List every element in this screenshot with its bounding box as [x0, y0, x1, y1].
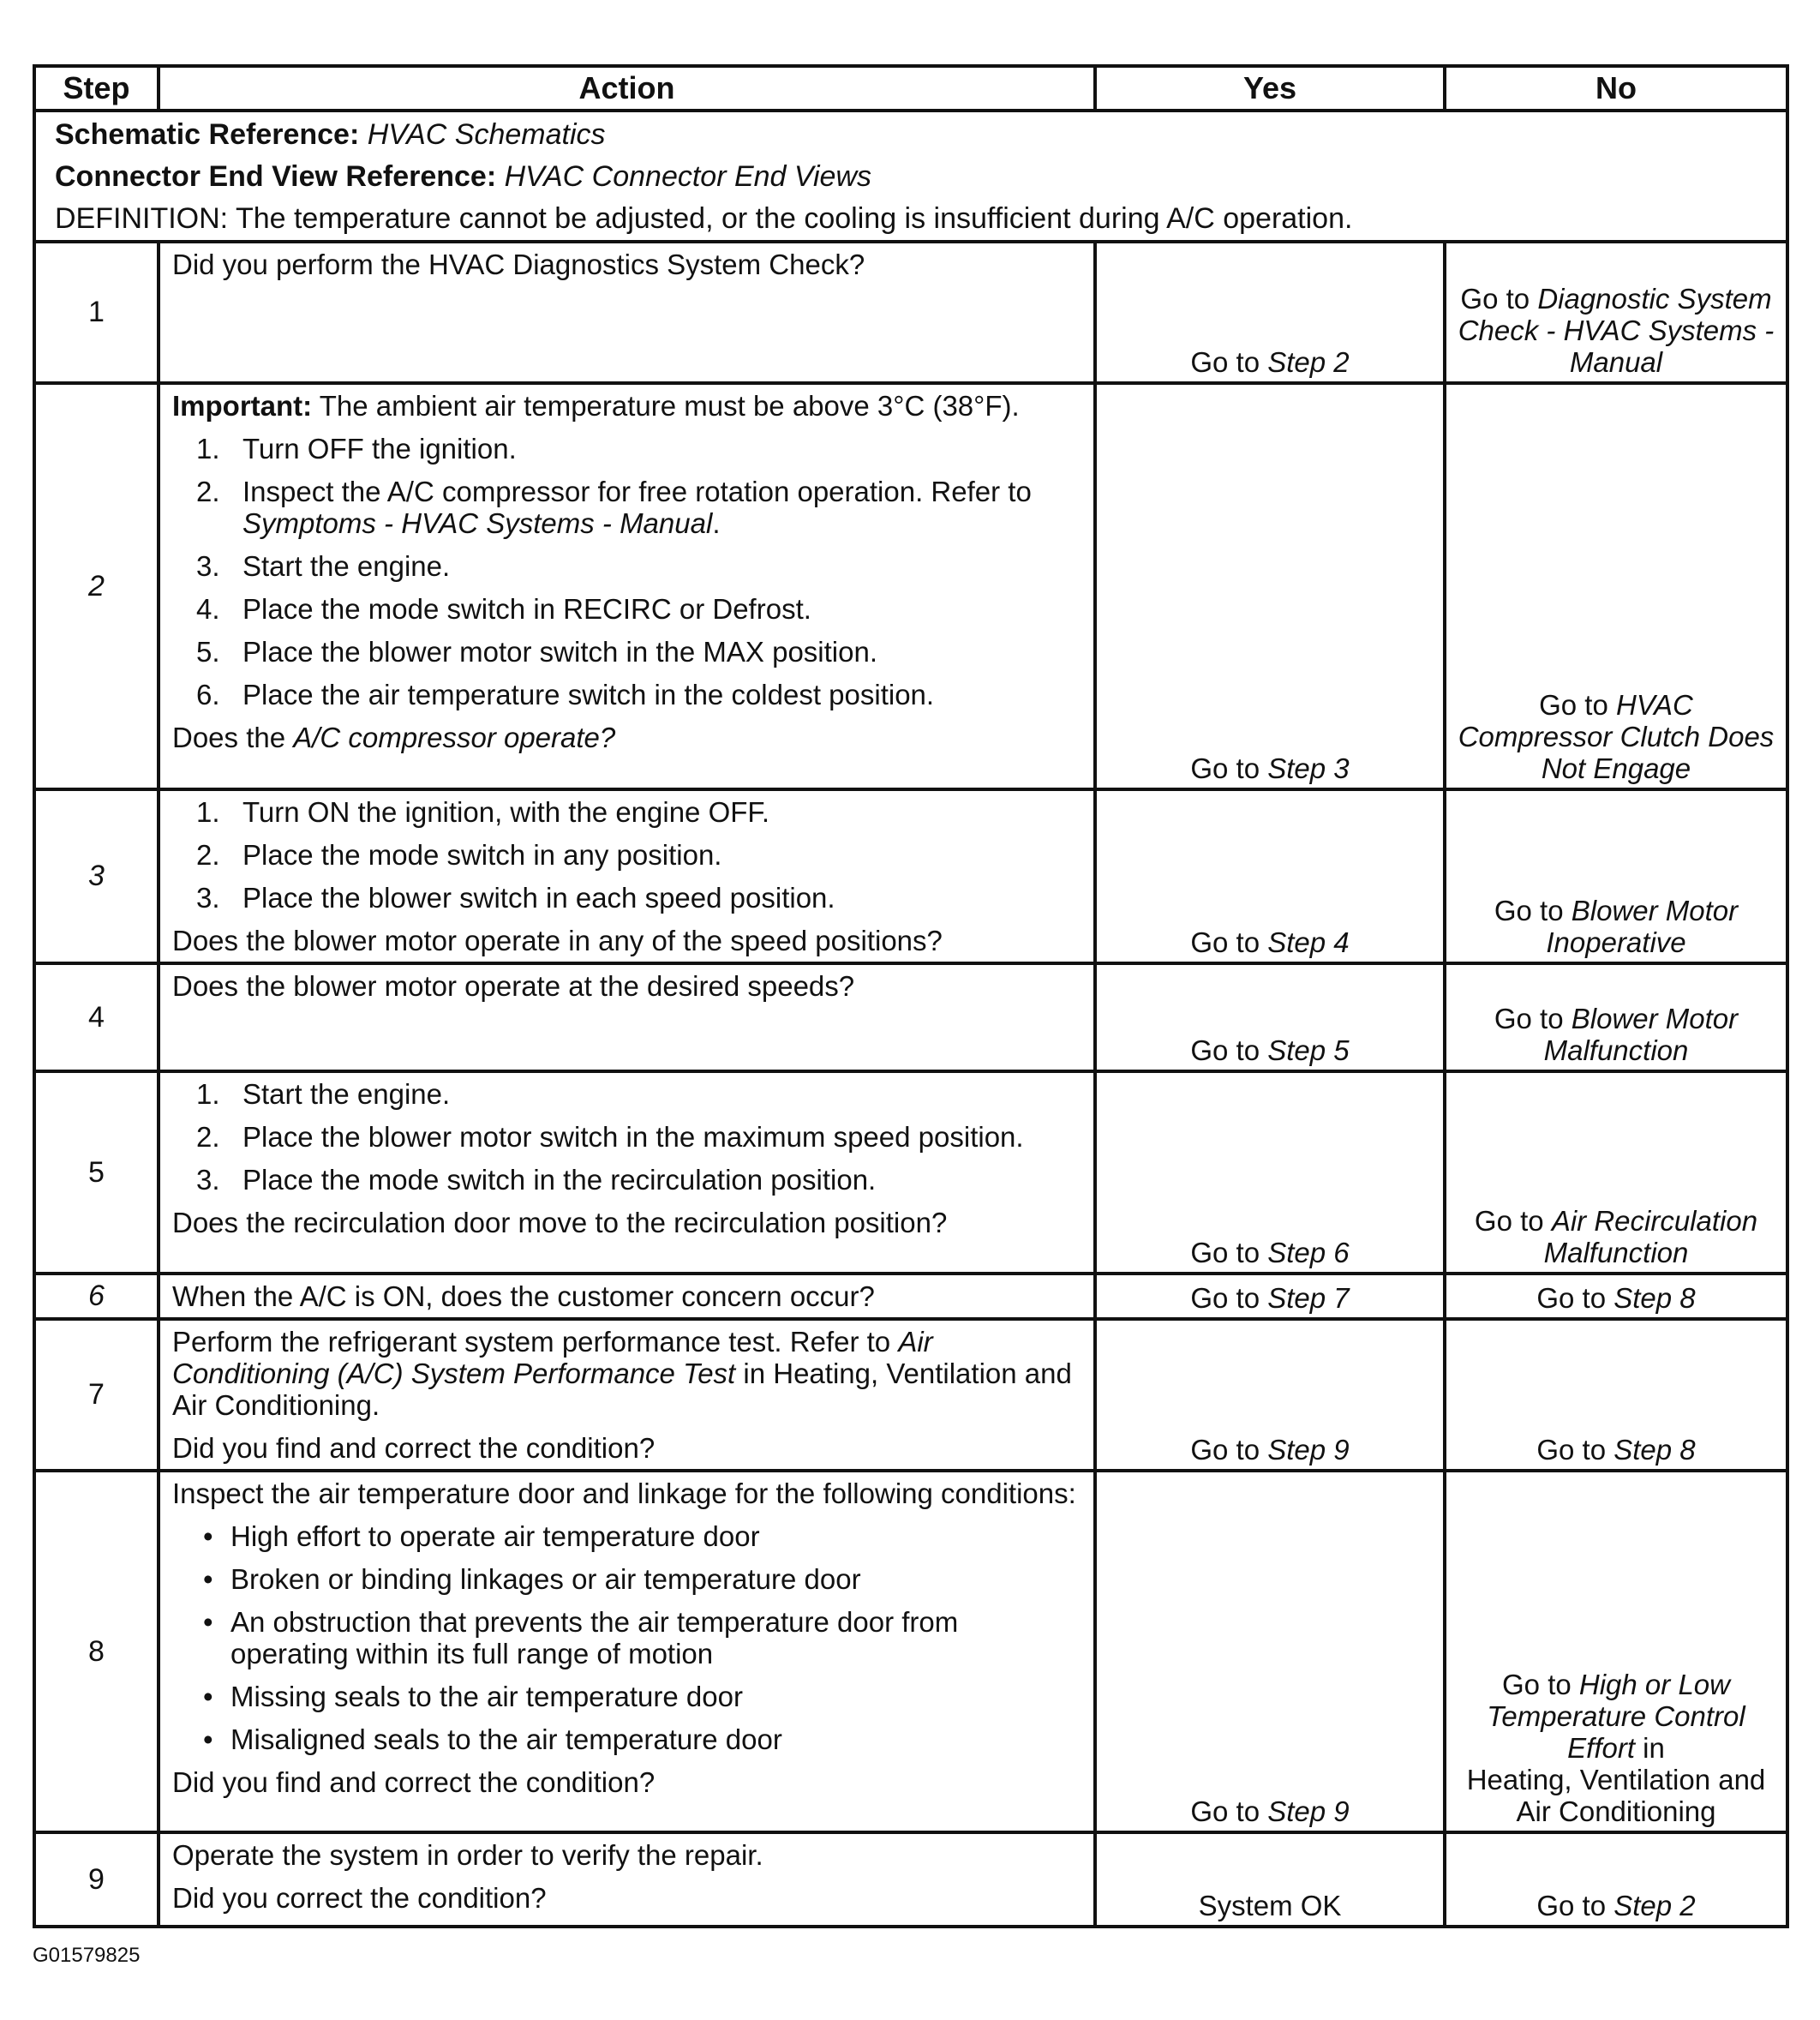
- definition-text: DEFINITION: The temperature cannot be adjusted, or the cooling is insufficient during A/C operation.: [55, 202, 1353, 235]
- yes-link[interactable]: Step 7: [1267, 1282, 1350, 1314]
- procedure-list: [172, 1078, 1081, 1196]
- no-suffix: Heating, Ventilation and Air Conditioning: [1466, 1764, 1766, 1827]
- no-link[interactable]: Blower Motor Inoperative: [1546, 895, 1739, 958]
- yes-cell: [1095, 242, 1445, 383]
- step-number: 3: [34, 789, 159, 963]
- step-number: 6: [34, 1274, 159, 1319]
- action-cell: [159, 383, 1095, 789]
- yes-link[interactable]: Step 6: [1267, 1237, 1350, 1268]
- action-question: Does the A/C compressor operate?: [172, 722, 616, 753]
- no-cell: Go to Step 8: [1445, 1274, 1787, 1319]
- connector-reference-label: Connector End View Reference:: [55, 160, 497, 193]
- action-intro: Inspect the air temperature door and linkage for the following conditions:: [172, 1478, 1076, 1509]
- action-text: Perform the refrigerant system performance test. Refer to Air Conditioning (A/C) System Performance Test in Heating, Ventilation and Air Conditioning.: [172, 1326, 1072, 1421]
- action-cell: [159, 1274, 1095, 1319]
- header-step: Step: [34, 66, 159, 111]
- no-link[interactable]: High or Low Temperature Control Effort: [1487, 1669, 1745, 1764]
- step-number: 4: [34, 963, 159, 1071]
- step-number: 9: [34, 1832, 159, 1927]
- list-item: • An obstruction that prevents the air temperature door from operating within its full range of motion: [203, 1606, 959, 1669]
- list-item: 3. Start the engine.: [196, 550, 451, 582]
- step-number: 5: [34, 1071, 159, 1274]
- header-no: No: [1445, 66, 1787, 111]
- step-number: 8: [34, 1471, 159, 1832]
- action-question: Did you perform the HVAC Diagnostics System Check?: [172, 249, 865, 280]
- important-note: [172, 390, 1081, 422]
- schematic-reference-label: Schematic Reference:: [55, 118, 360, 151]
- procedure-list: [172, 796, 1081, 914]
- list-item: 2. Place the blower motor switch in the maximum speed position.: [196, 1121, 1024, 1153]
- step-number: 1: [34, 242, 159, 383]
- schematic-reference: [55, 119, 1767, 151]
- yes-link[interactable]: Step 2: [1267, 346, 1350, 378]
- list-item: 3. Place the mode switch in the recirculation position.: [196, 1164, 877, 1196]
- table-row: [34, 789, 1787, 963]
- header-action: Action: [159, 66, 1095, 111]
- list-item: 6. Place the air temperature switch in the coldest position.: [196, 679, 935, 710]
- yes-cell: [1095, 1832, 1445, 1927]
- action-question: When the A/C is ON, does the customer concern occur?: [172, 1280, 875, 1312]
- list-item: • Misaligned seals to the air temperature door: [203, 1723, 782, 1755]
- list-item: 1. Turn OFF the ignition.: [196, 433, 517, 465]
- yes-cell: Go to Step 3: [1095, 383, 1445, 789]
- schematic-reference-link[interactable]: HVAC Schematics: [367, 118, 606, 151]
- yes-link[interactable]: Step 5: [1267, 1034, 1350, 1066]
- no-cell: Go to Blower Motor Malfunction: [1445, 963, 1787, 1071]
- action-question: Does the blower motor operate in any of the speed positions?: [172, 925, 943, 956]
- list-item: 1. Start the engine.: [196, 1078, 451, 1110]
- yes-link[interactable]: Step 3: [1267, 752, 1350, 784]
- connector-reference: [55, 161, 1767, 193]
- yes-cell: Go to Step 5: [1095, 963, 1445, 1071]
- no-cell: Go to Air Recirculation Malfunction: [1445, 1071, 1787, 1274]
- no-cell: Go to HVAC Compressor Clutch Does Not Engage: [1445, 383, 1787, 789]
- no-link[interactable]: Diagnostic System Check - HVAC Systems - Manual: [1458, 283, 1775, 378]
- action-intro: Operate the system in order to verify the repair.: [172, 1839, 763, 1871]
- action-question: Does the recirculation door move to the recirculation position?: [172, 1207, 948, 1238]
- no-cell: Go to Step 2: [1445, 1832, 1787, 1927]
- condition-list: [172, 1520, 1081, 1755]
- symptoms-link[interactable]: Symptoms - HVAC Systems - Manual: [242, 507, 713, 539]
- yes-cell: Go to Step 6: [1095, 1071, 1445, 1274]
- procedure-list: [172, 433, 1081, 710]
- list-item: 5. Place the blower motor switch in the MAX position.: [196, 636, 878, 668]
- yes-cell: Go to Step 9: [1095, 1471, 1445, 1832]
- yes-prefix: Go to: [1190, 346, 1268, 378]
- no-link[interactable]: Blower Motor Malfunction: [1543, 1003, 1739, 1066]
- yes-link[interactable]: Step 4: [1267, 926, 1350, 958]
- yes-cell: Go to Step 9: [1095, 1319, 1445, 1471]
- action-cell: [159, 242, 1095, 383]
- table-row: [34, 1071, 1787, 1274]
- no-link-continued[interactable]: Compressor Clutch Does Not Engage: [1458, 721, 1775, 784]
- connector-reference-link[interactable]: HVAC Connector End Views: [504, 160, 871, 193]
- yes-link[interactable]: Step 9: [1267, 1795, 1350, 1827]
- yes-text: System OK: [1198, 1890, 1342, 1921]
- table-row: [34, 1274, 1787, 1319]
- yes-cell: Go to Step 7: [1095, 1274, 1445, 1319]
- action-cell: [159, 1471, 1095, 1832]
- list-item: 1. Turn ON the ignition, with the engine OFF.: [196, 796, 770, 828]
- action-cell: [159, 963, 1095, 1071]
- action-cell: [159, 1319, 1095, 1471]
- no-link[interactable]: HVAC: [1616, 689, 1693, 721]
- list-item: • Broken or binding linkages or air temperature door: [203, 1563, 861, 1595]
- step-number: 2: [34, 383, 159, 789]
- reference-cell: [34, 111, 1787, 242]
- no-cell: [1445, 242, 1787, 383]
- performance-test-link[interactable]: Air Conditioning (A/C) System Performance Test: [172, 1326, 933, 1389]
- yes-cell: Go to Step 4: [1095, 789, 1445, 963]
- no-cell: Go to Blower Motor Inoperative: [1445, 789, 1787, 963]
- step-number: 7: [34, 1319, 159, 1471]
- no-link[interactable]: Air Recirculation Malfunction: [1543, 1205, 1758, 1268]
- action-cell: [159, 789, 1095, 963]
- no-link[interactable]: Step 8: [1613, 1434, 1696, 1466]
- no-cell: Go to Step 8: [1445, 1319, 1787, 1471]
- diagnostic-table: [33, 64, 1789, 1928]
- no-prefix: Go to: [1460, 283, 1538, 315]
- table-row: [34, 1471, 1787, 1832]
- no-link[interactable]: Step 8: [1613, 1282, 1696, 1314]
- action-cell: [159, 1071, 1095, 1274]
- important-text: The ambient air temperature must be above 3°C (38°F).: [319, 390, 1020, 422]
- no-link[interactable]: Step 2: [1613, 1890, 1696, 1921]
- list-item: 2. Place the mode switch in any position.: [196, 839, 722, 871]
- header-yes: Yes: [1095, 66, 1445, 111]
- reference-row: [34, 111, 1787, 242]
- list-item: • High effort to operate air temperature door: [203, 1520, 760, 1552]
- table-row: [34, 1832, 1787, 1927]
- list-item: 3. Place the blower switch in each speed position.: [196, 882, 835, 914]
- yes-link[interactable]: Step 9: [1267, 1434, 1350, 1466]
- action-question: Does the blower motor operate at the desired speeds?: [172, 970, 855, 1002]
- header-row: [34, 66, 1787, 111]
- figure-code: G01579825: [33, 1944, 141, 1967]
- no-cell: Go to High or Low Temperature Control Effort in Heating, Ventilation and Air Conditioning: [1445, 1471, 1787, 1832]
- important-label: Important:: [172, 390, 313, 422]
- action-question: Did you correct the condition?: [172, 1882, 547, 1914]
- action-question: Did you find and correct the condition?: [172, 1766, 656, 1798]
- list-item: 2. Inspect the A/C compressor for free rotation operation. Refer to Symptoms - HVAC Systems - Manual.: [196, 476, 1032, 539]
- table-row: [34, 383, 1787, 789]
- table-row: [34, 242, 1787, 383]
- list-item: • Missing seals to the air temperature door: [203, 1681, 743, 1712]
- table-row: [34, 1319, 1787, 1471]
- list-item: 4. Place the mode switch in RECIRC or Defrost.: [196, 593, 811, 625]
- action-question: Did you find and correct the condition?: [172, 1432, 656, 1464]
- table-row: [34, 963, 1787, 1071]
- action-cell: [159, 1832, 1095, 1927]
